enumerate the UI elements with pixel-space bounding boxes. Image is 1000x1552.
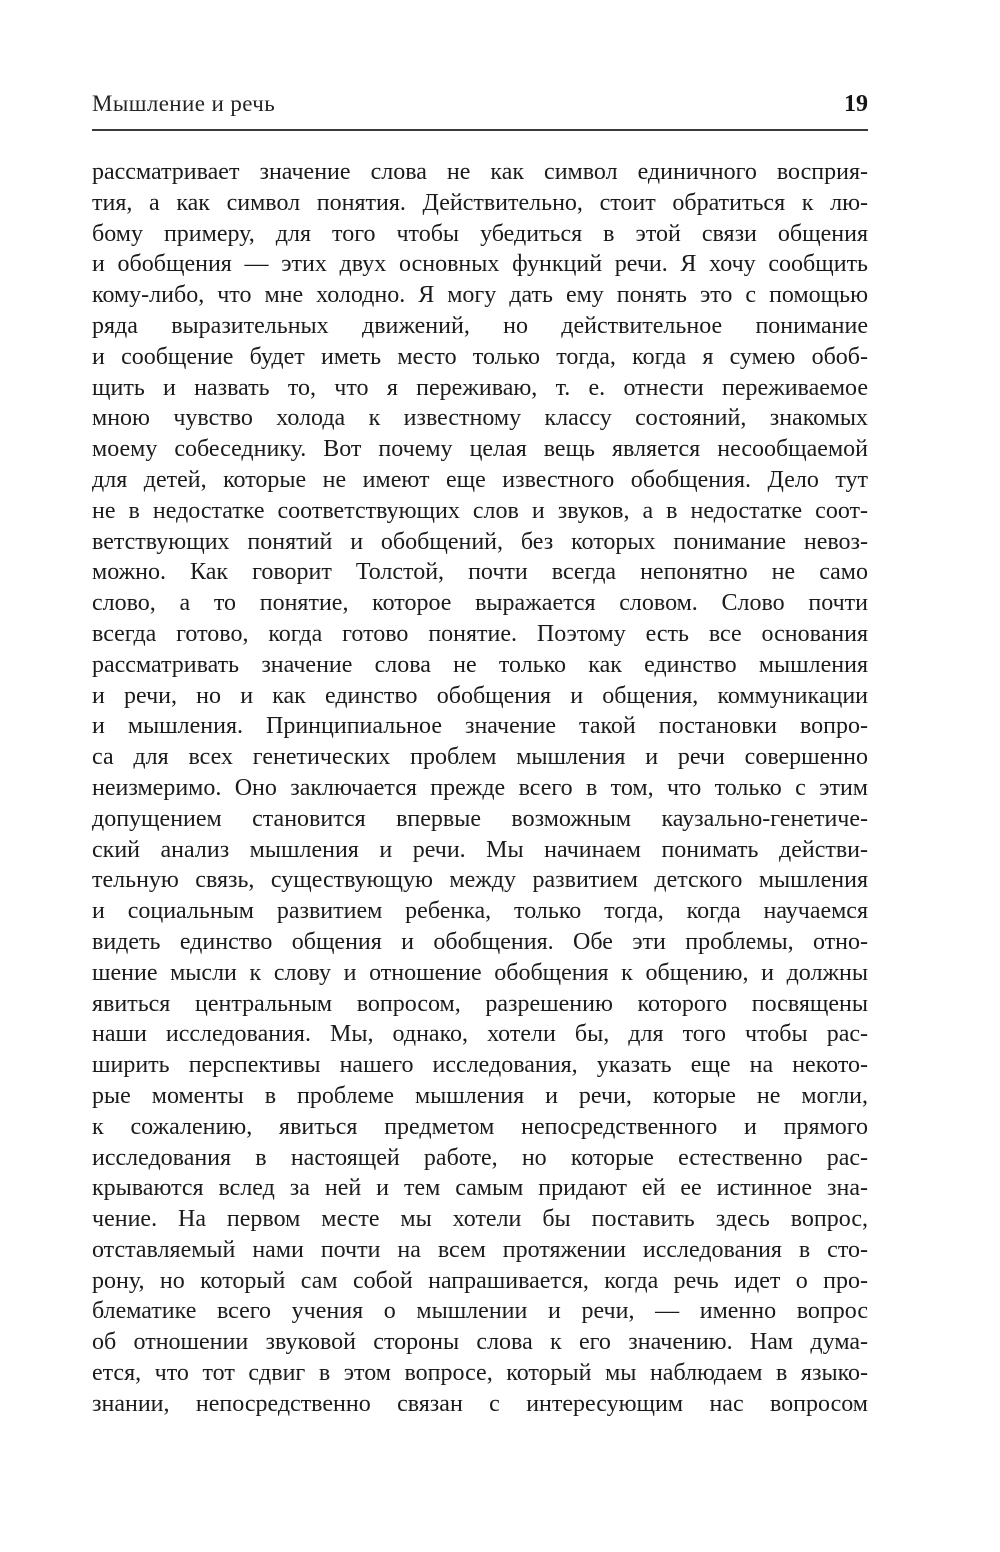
- text-line: щить и назвать то, что я переживаю, т. е. отнести переживаемое: [92, 374, 868, 401]
- text-line: крываются вслед за ней и тем самым придают ей ее истинное зна-: [92, 1175, 868, 1202]
- text-line: не в недостатке соответствующих слов и звуков, а в недостатке соот-: [92, 497, 868, 524]
- text-line: ширить перспективы нашего исследования, указать еще на некото-: [92, 1052, 868, 1079]
- text-line: к сожалению, явиться предметом непосредственного и прямого: [92, 1113, 868, 1140]
- text-line: всегда готово, когда готово понятие. Поэтому есть все основания: [92, 620, 868, 647]
- page-body-text: [92, 157, 868, 1420]
- text-line: и социальным развитием ребенка, только тогда, когда научаемся: [92, 898, 868, 925]
- text-line: кому-либо, что мне холодно. Я могу дать ему понять это с помощью: [92, 282, 868, 309]
- text-line: видеть единство общения и обобщения. Обе эти проблемы, отно-: [92, 928, 868, 955]
- text-line: блематике всего учения о мышлении и речи, — именно вопрос: [92, 1298, 868, 1325]
- text-line: явиться центральным вопросом, разрешению которого посвящены: [92, 990, 868, 1017]
- text-line: знании, непосредственно связан с интересующим нас вопросом: [92, 1390, 868, 1417]
- text-line: и речи, но и как единство обобщения и общения, коммуникации: [92, 682, 868, 709]
- text-line: и мышления. Принципиальное значение такой постановки вопро-: [92, 713, 868, 740]
- text-line: рые моменты в проблеме мышления и речи, которые не могли,: [92, 1082, 868, 1109]
- text-line: наши исследования. Мы, однако, хотели бы, для того чтобы рас-: [92, 1021, 868, 1048]
- text-line: мною чувство холода к известному классу состояний, знакомых: [92, 405, 868, 432]
- running-header-title: Мышление и речь: [92, 91, 276, 116]
- text-line: ский анализ мышления и речи. Мы начинаем понимать действи-: [92, 836, 868, 863]
- text-line: рассматривает значение слова не как символ единичного восприя-: [92, 159, 868, 185]
- text-line: шение мысли к слову и отношение обобщения к общению, и должны: [92, 959, 868, 986]
- running-header: [92, 92, 868, 116]
- text-line: чение. На первом месте мы хотели бы поставить здесь вопрос,: [92, 1206, 868, 1233]
- text-line: и сообщение будет иметь место только тогда, когда я сумею обоб-: [92, 343, 868, 370]
- text-line: слово, а то понятие, которое выражается словом. Слово почти: [92, 590, 868, 617]
- text-line: и обобщения — этих двух основных функций речи. Я хочу сообщить: [92, 251, 868, 278]
- text-line: рассматривать значение слова не только как единство мышления: [92, 651, 868, 678]
- text-line: неизмеримо. Оно заключается прежде всего в том, что только с этим: [92, 774, 868, 801]
- text-line: рону, но который сам собой напрашивается, когда речь идет о про-: [92, 1267, 868, 1294]
- page-number: 19: [844, 91, 868, 117]
- text-line: отставляемый нами почти на всем протяжении исследования в сто-: [92, 1236, 868, 1263]
- text-line: допущением становится впервые возможным каузально-генетиче-: [92, 805, 868, 832]
- text-line: ется, что тот сдвиг в этом вопросе, который мы наблюдаем в языко-: [92, 1360, 868, 1387]
- text-line: са для всех генетических проблем мышления и речи совершенно: [92, 744, 868, 771]
- text-line: ветствующих понятий и обобщений, без которых понимание невоз-: [92, 528, 868, 555]
- text-line: можно. Как говорит Толстой, почти всегда непонятно не само: [92, 559, 868, 586]
- text-line: тельную связь, существующую между развитием детского мышления: [92, 867, 868, 894]
- text-line: исследования в настоящей работе, но которые естественно рас-: [92, 1144, 868, 1171]
- text-line: об отношении звуковой стороны слова к его значению. Нам дума-: [92, 1329, 868, 1356]
- text-line: моему собеседнику. Вот почему целая вещь является несообщаемой: [92, 436, 868, 463]
- text-line: ряда выразительных движений, но действительное понимание: [92, 312, 868, 339]
- text-line: бому примеру, для того чтобы убедиться в этой связи общения: [92, 220, 868, 247]
- text-line: тия, а как символ понятия. Действительно, стоит обратиться к лю-: [92, 189, 868, 216]
- header-rule: [92, 129, 868, 131]
- text-line: для детей, которые не имеют еще известного обобщения. Дело тут: [92, 466, 868, 493]
